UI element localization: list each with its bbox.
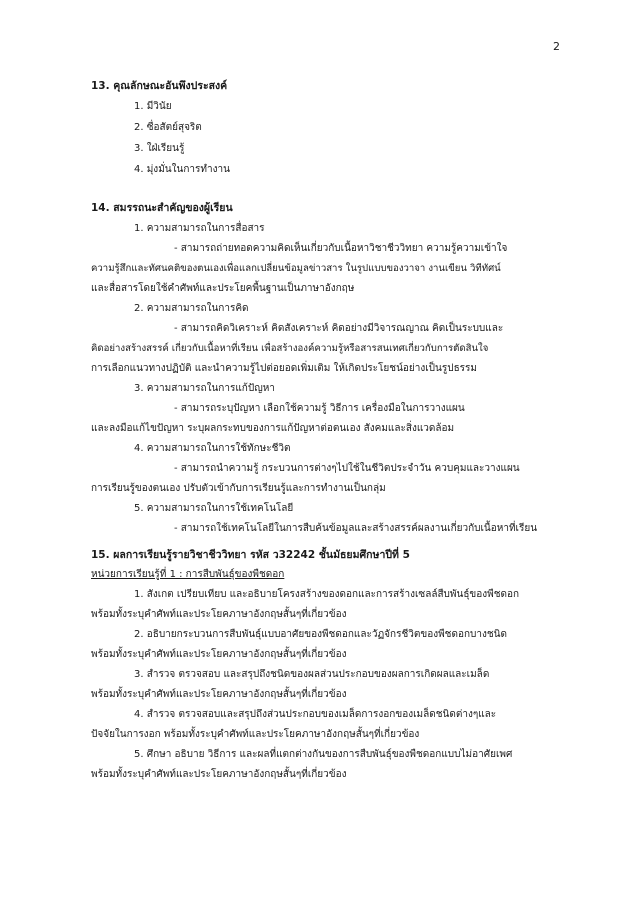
competency-text: การเลือกแนวทางปฏิบัติ และนำความรู้ไปต่อยอดเพิ่มเติม ให้เกิดประโยชน์อย่างเป็นรูปธรรม (91, 363, 478, 374)
competency-text: - สามารถใช้เทคโนโลยีในการสืบค้นข้อมูลและสร้างสรรค์ผลงานเกี่ยวกับเนื้อหาที่เรียน (174, 523, 538, 534)
outcome-text: ปัจจัยในการงอก พร้อมทั้งระบุคำศัพท์และประโยคภาษาอังกฤษสั้นๆที่เกี่ยวข้อง (91, 729, 420, 740)
attribute-item: 3. ใฝ่เรียนรู้ (134, 143, 185, 154)
competency-text: - สามารถคิดวิเคราะห์ คิดสังเคราะห์ คิดอย่างมีวิจารณญาณ คิดเป็นระบบและ (174, 323, 504, 334)
competency-text: - สามารถถ่ายทอดความคิดเห็นเกี่ยวกับเนื้อหาวิชาชีววิทยา ความรู้ความเข้าใจ (174, 243, 508, 254)
competency-text: ความรู้สึกและทัศนคติของตนเองเพื่อแลกเปลี่ยนข้อมูลข่าวสาร ในรูปแบบของวาจา งานเขียน วิทีทัศน์ (91, 263, 501, 274)
section-15-heading: 15. ผลการเรียนรู้รายวิชาชีววิทยา รหัส ว32242 ชั้นมัธยมศึกษาปีที่ 5 (91, 549, 410, 561)
attribute-item: 1. มีวินัย (134, 101, 172, 112)
learning-unit-title: หน่วยการเรียนรู้ที่ 1 : การสืบพันธุ์ของพืชดอก (91, 569, 285, 580)
outcome-text: 2. อธิบายกระบวนการสืบพันธุ์แบบอาศัยของพืชดอกและวัฏจักรชีวิตของพืชดอกบางชนิด (134, 629, 507, 640)
competency-title: 2. ความสามารถในการคิด (134, 303, 249, 314)
competency-title: 1. ความสามารถในการสื่อสาร (134, 223, 265, 234)
attribute-item: 4. มุ่งมั่นในการทำงาน (134, 164, 230, 175)
competency-title: 5. ความสามารถในการใช้เทคโนโลยี (134, 503, 294, 514)
outcome-text: พร้อมทั้งระบุคำศัพท์และประโยคภาษาอังกฤษสั้นๆที่เกี่ยวข้อง (91, 609, 347, 620)
competency-text: และลงมือแก้ไขปัญหา ระบุผลกระทบของการแก้ปัญหาต่อตนเอง สังคมและสิ่งแวดล้อม (91, 423, 455, 434)
outcome-text: 5. ศึกษา อธิบาย วิธีการ และผลที่แตกต่างกันของการสืบพันธุ์ของพืชดอกแบบไม่อาศัยเพศ (134, 749, 513, 760)
outcome-text: 3. สำรวจ ตรวจสอบ และสรุปถึงชนิดของผลส่วนประกอบของผลการเกิดผลและเมล็ด (134, 669, 490, 680)
section-13-heading: 13. คุณลักษณะอันพึงประสงค์ (91, 80, 228, 92)
competency-title: 3. ความสามารถในการแก้ปัญหา (134, 383, 275, 394)
competency-text: - สามารถระบุปัญหา เลือกใช้ความรู้ วิธีการ เครื่องมือในการวางแผน (174, 403, 465, 414)
page-number: 2 (553, 40, 560, 53)
outcome-text: 4. สำรวจ ตรวจสอบและสรุปถึงส่วนประกอบของเมล็ดการงอกของเมล็ดชนิดต่างๆและ (134, 709, 497, 720)
outcome-text: พร้อมทั้งระบุคำศัพท์และประโยคภาษาอังกฤษสั้นๆที่เกี่ยวข้อง (91, 689, 347, 700)
competency-title: 4. ความสามารถในการใช้ทักษะชีวิต (134, 443, 291, 454)
competency-text: การเรียนรู้ของตนเอง ปรับตัวเข้ากับการเรียนรู้และการทำงานเป็นกลุ่ม (91, 483, 386, 494)
outcome-text: พร้อมทั้งระบุคำศัพท์และประโยคภาษาอังกฤษสั้นๆที่เกี่ยวข้อง (91, 769, 347, 780)
competency-text: และสื่อสารโดยใช้คำศัพท์และประโยคพื้นฐานเป็นภาษาอังกฤษ (91, 283, 355, 294)
competency-text: - สามารถนำความรู้ กระบวนการต่างๆไปใช้ในชีวิตประจำวัน ควบคุมและวางแผน (174, 463, 520, 474)
section-14-heading: 14. สมรรถนะสำคัญของผู้เรียน (91, 202, 233, 214)
outcome-text: พร้อมทั้งระบุคำศัพท์และประโยคภาษาอังกฤษสั้นๆที่เกี่ยวข้อง (91, 649, 347, 660)
competency-text: คิดอย่างสร้างสรรค์ เกี่ยวกับเนื้อหาที่เรียน เพื่อสร้างองค์ความรู้หรือสารสนเทศเกี่ยวกับการตัดสินใจ (91, 343, 489, 354)
outcome-text: 1. สังเกต เปรียบเทียบ และอธิบายโครงสร้างของดอกและการสร้างเซลล์สืบพันธุ์ของพืชดอก (134, 589, 520, 600)
attribute-item: 2. ซื่อสัตย์สุจริต (134, 122, 202, 133)
